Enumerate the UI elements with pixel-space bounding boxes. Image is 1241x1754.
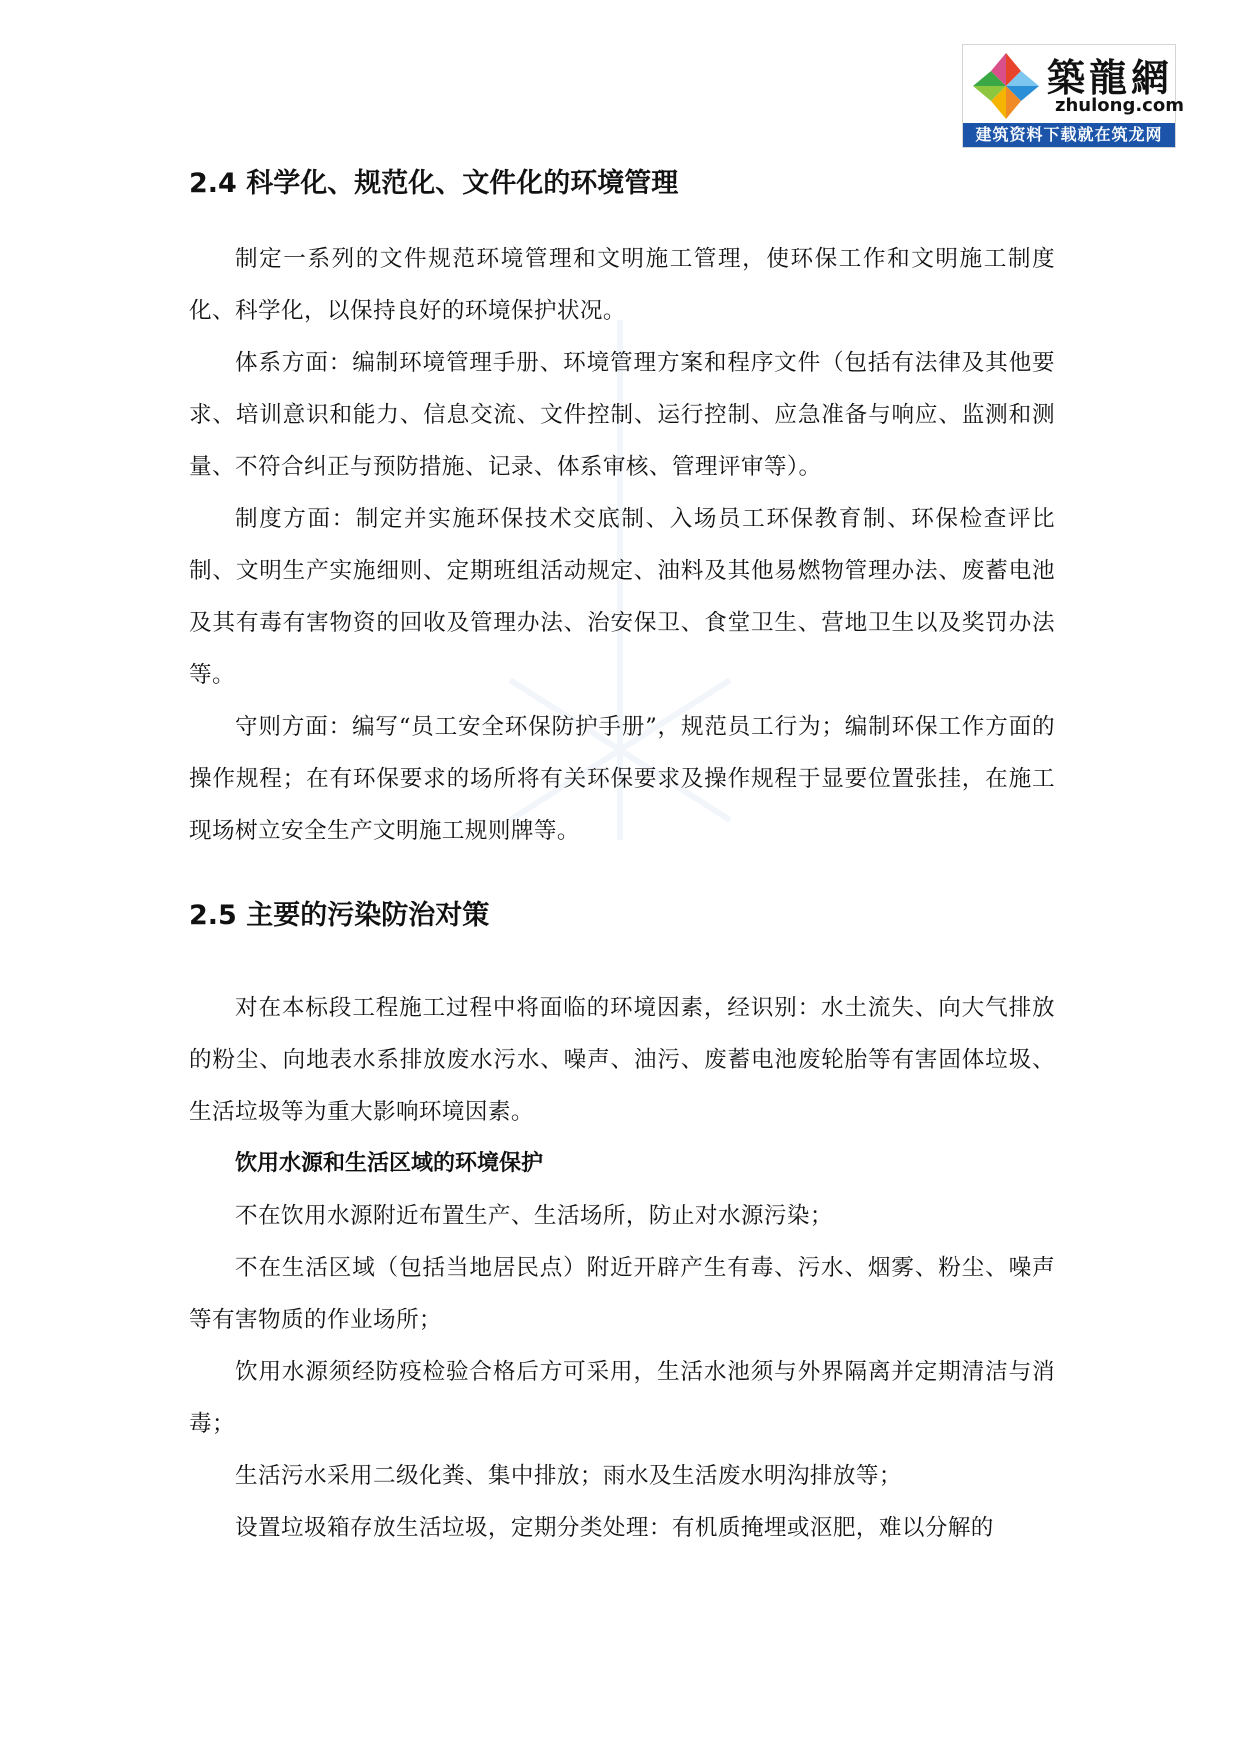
section-2-5-intro: 对在本标段工程施工过程中将面临的环境因素，经识别：水土流失、向大气排放的粉尘、向地表水系排放废水污水、噪声、油污、废蓄电池废轮胎等有害固体垃圾、生活垃圾等为重大影响环境因素。: [189, 995, 1055, 1125]
logo-chinese-name: 築龍網: [1047, 55, 1174, 100]
document-body: [189, 158, 1055, 1554]
section-2-5-subheading: 饮用水源和生活区域的环境保护: [235, 1151, 544, 1176]
section-2-4-paragraph: 守则方面：编写“员工安全环保防护手册”，规范员工行为；编制环保工作方面的操作规程；在有环保要求的场所将有关环保要求及操作规程于显要位置张挂，在施工现场树立安全生产文明施工规则牌等。: [189, 714, 1055, 844]
logo-slogan: 建筑资料下载就在筑龙网: [963, 123, 1175, 147]
section-2-4-paragraph: 体系方面：编制环境管理手册、环境管理方案和程序文件（包括有法律及其他要求、培训意识和能力、信息交流、文件控制、运行控制、应急准备与响应、监测和测量、不符合纠正与预防措施、记录、体系审核、管理评审等）。: [189, 350, 1055, 480]
section-2-5-heading: 2.5 主要的污染防治对策: [189, 900, 490, 931]
section-2-5-item: 设置垃圾箱存放生活垃圾，定期分类处理：有机质掩埋或沤肥，难以分解的: [235, 1515, 994, 1541]
section-2-5-item: 饮用水源须经防疫检验合格后方可采用，生活水池须与外界隔离并定期清洁与消毒；: [189, 1359, 1055, 1437]
section-2-5-item: 不在生活区域（包括当地居民点）附近开辟产生有毒、污水、烟雾、粉尘、噪声等有害物质的作业场所；: [189, 1255, 1055, 1333]
zhulong-logo: [962, 44, 1184, 148]
section-2-4-paragraph: 制定一系列的文件规范环境管理和文明施工管理，使环保工作和文明施工制度化、科学化，以保持良好的环境保护状况。: [189, 246, 1055, 324]
section-2-5-item: 生活污水采用二级化粪、集中排放；雨水及生活废水明沟排放等；: [235, 1463, 902, 1489]
logo-domain: zhulong.com: [1055, 95, 1184, 116]
section-2-4-heading: 2.4 科学化、规范化、文件化的环境管理: [189, 168, 679, 199]
section-2-4-paragraph: 制度方面：制定并实施环保技术交底制、入场员工环保教育制、环保检查评比制、文明生产实施细则、定期班组活动规定、油料及其他易燃物管理办法、废蓄电池及其有毒有害物资的回收及管理办法、治安保卫、食堂卫生、营地卫生以及奖罚办法等。: [189, 506, 1055, 688]
section-2-5-item: 不在饮用水源附近布置生产、生活场所，防止对水源污染；: [235, 1203, 833, 1229]
logo-pinwheel-icon: [971, 51, 1041, 121]
